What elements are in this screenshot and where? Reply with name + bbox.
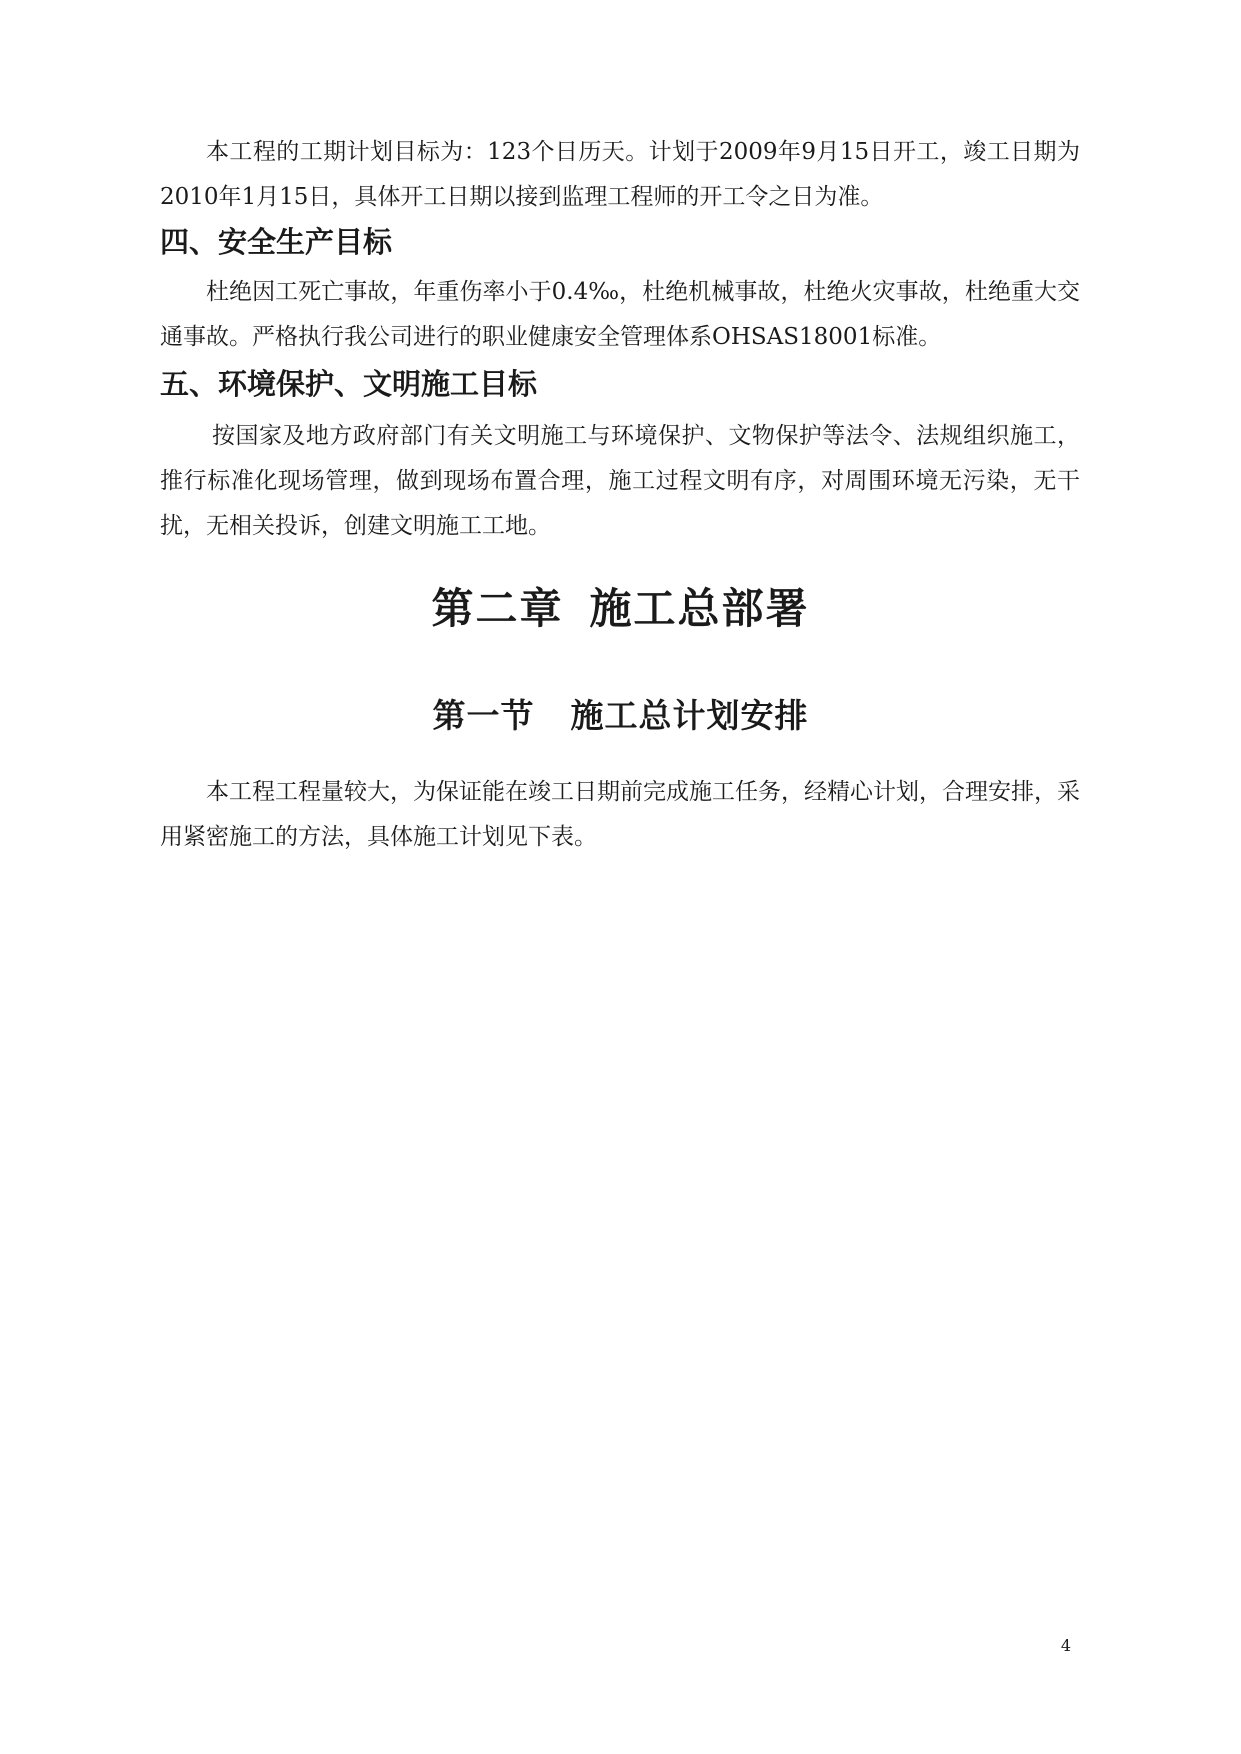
chapter-name: 施工总部署 <box>589 584 810 633</box>
section-name: 施工总计划安排 <box>570 696 809 735</box>
section-number: 第一节 <box>432 696 535 735</box>
environment-goal-heading: 五、环境保护、文明施工目标 <box>160 367 538 401</box>
page-number: 4 <box>1060 1636 1071 1655</box>
chapter-title <box>0 576 1241 636</box>
safety-paragraph: 杜绝因工死亡事故，年重伤率小于0.4‰，杜绝机械事故，杜绝火灾事故，杜绝重大交通事故。严格执行我公司进行的职业健康安全管理体系OHSAS18001标准。 <box>160 279 1080 350</box>
chapter-number: 第二章 <box>431 584 564 633</box>
safety-goal-heading: 四、安全生产目标 <box>160 225 393 259</box>
schedule-paragraph-block <box>160 130 1080 220</box>
plan-paragraph-block <box>160 770 1080 860</box>
plan-paragraph: 本工程工程量较大，为保证能在竣工日期前完成施工任务，经精心计划，合理安排，采用紧密施工的方法，具体施工计划见下表。 <box>160 779 1080 850</box>
safety-paragraph-block <box>160 270 1080 360</box>
schedule-paragraph: 本工程的工期计划目标为：123个日历天。计划于2009年9月15日开工，竣工日期为2010年1月15日，具体开工日期以接到监理工程师的开工令之日为准。 <box>160 139 1080 210</box>
environment-paragraph: 按国家及地方政府部门有关文明施工与环境保护、文物保护等法令、法规组织施工，推行标准化现场管理，做到现场布置合理，施工过程文明有序，对周围环境无污染，无干扰，无相关投诉，创建文明施工工地。 <box>160 423 1080 539</box>
section-title <box>0 690 1241 737</box>
environment-paragraph-block <box>160 414 1080 549</box>
